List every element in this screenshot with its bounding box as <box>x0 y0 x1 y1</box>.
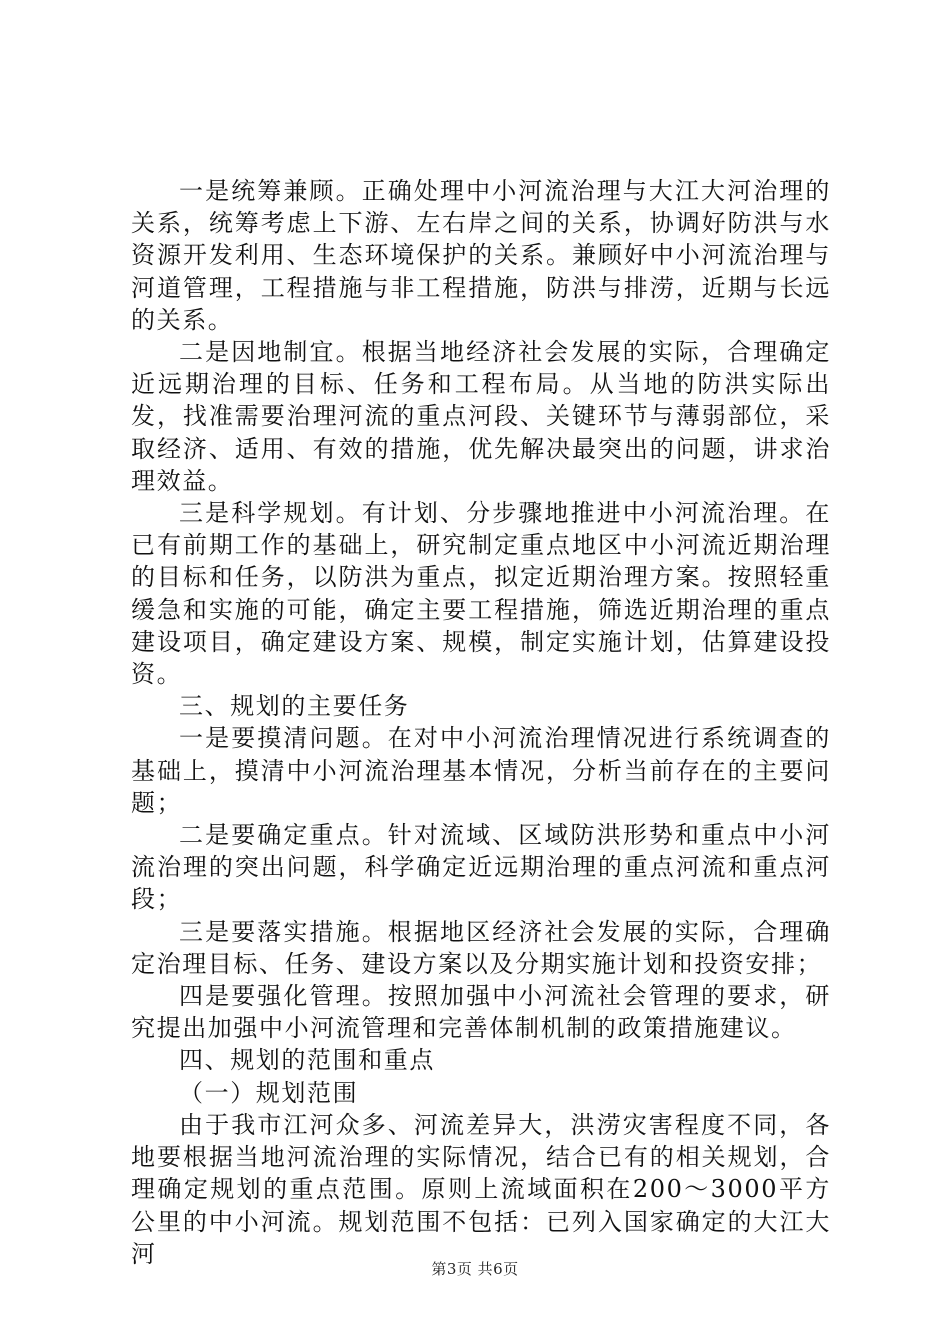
section-heading-scope-focus: 四、规划的范围和重点 <box>179 1046 435 1075</box>
paragraph-scope-description: 由于我市江河众多、河流差异大，洪涝灾害程度不同，各地要根据当地河流治理的实际情况，结合已有的相关规划，合理确定规划的重点范围。原则上流域面积在200～3000平方公里的中小河流。规划范围不包括：已列入国家确定的大江大河 <box>131 1110 831 1268</box>
page-number-footer: 第3页 共6页 <box>431 1260 519 1278</box>
paragraph-task-strengthen-management: 四是要强化管理。按照加强中小河流社会管理的要求，研究提出加强中小河流管理和完善体制机制的政策措施建议。 <box>131 982 831 1043</box>
paragraph-local-conditions: 二是因地制宜。根据当地经济社会发展的实际，合理确定近远期治理的目标、任务和工程布局。从当地的防洪实际出发，找准需要治理河流的重点河段、关键环节与薄弱部位，采取经济、适用、有效的措施，优先解决最突出的问题，讲求治理效益。 <box>131 338 831 495</box>
section-heading-main-tasks: 三、规划的主要任务 <box>179 692 410 721</box>
subsection-heading-scope: （一）规划范围 <box>179 1078 359 1107</box>
paragraph-task-implement-measures: 三是要落实措施。根据地区经济社会发展的实际，合理确定治理目标、任务、建设方案以及分期实施计划和投资安排； <box>131 917 831 978</box>
paragraph-overall-planning: 一是统筹兼顾。正确处理中小河流治理与大江大河治理的关系，统筹考虑上下游、左右岸之间的关系，协调好防洪与水资源开发利用、生态环境保护的关系。兼顾好中小河流治理与河道管理，工程措施与非工程措施，防洪与排涝，近期与长远的关系。 <box>131 177 831 334</box>
paragraph-task-identify-problems: 一是要摸清问题。在对中小河流治理情况进行系统调查的基础上，摸清中小河流治理基本情况，分析当前存在的主要问题； <box>131 724 831 817</box>
document-body <box>131 175 831 1270</box>
paragraph-task-key-points: 二是要确定重点。针对流域、区域防洪形势和重点中小河流治理的突出问题，科学确定近远期治理的重点河流和重点河段； <box>131 821 831 914</box>
paragraph-scientific-planning: 三是科学规划。有计划、分步骤地推进中小河流治理。在已有前期工作的基础上，研究制定重点地区中小河流近期治理的目标和任务，以防洪为重点，拟定近期治理方案。按照轻重缓急和实施的可能，确定主要工程措施，筛选近期治理的重点建设项目，确定建设方案、规模，制定实施计划，估算建设投资。 <box>131 499 831 689</box>
